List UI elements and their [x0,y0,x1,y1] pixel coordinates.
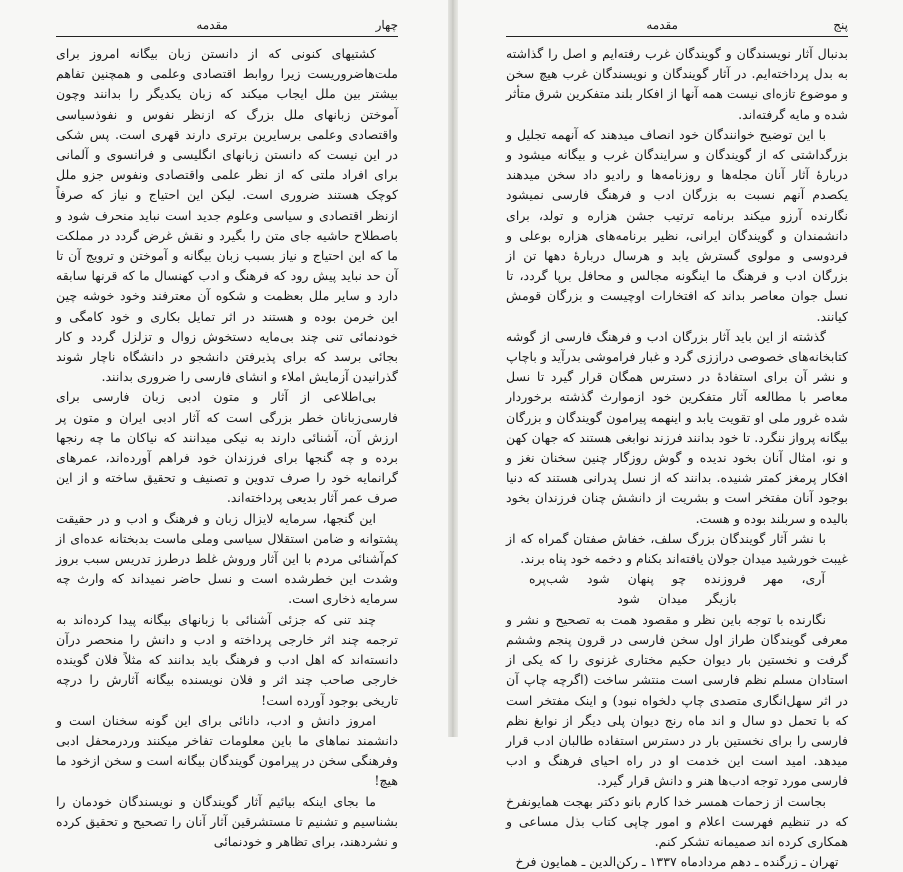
paragraph: با نشر آثار گویندگان بزرگ سلف، خفاش صفتان گمراه که از غیبت خورشید میدان جولان یافته‌اند بکنام و دخمه خود پناه برند. [506,530,848,567]
paragraph: بدنبال آثار نویسندگان و گویندگان غرب رفته‌ایم و اصل را گذاشته به بدل پرداخته‌ایم. در آثار گویندگان و نویسندگان غرب هیچ سخن و موضوع تازه‌ای نیست همه آنها از افکار بلند متفکرین شرق متأثر شده و مایه گرفته‌اند. [506,46,848,122]
paragraph: با این توضیح خوانندگان خود انصاف میدهند که آنهمه تجلیل و بزرگداشتی که از گویندگان و سرایندگان غرب و بیگانه میشود و دربارهٔ آثار آنان مجله‌ها و روزنامه‌ها و رادیو داد سخن میدهند یکصدم آنهم نسبت به بزرگان ادب و فرهنگ فارسی نمیشود نگارنده آرزو میکند برنامه ترتیب جشن هزاره و تولد، برای دانشمندان و گویندگان ایرانی، نظیر برنامه‌های هزاره بوعلی و فردوسی و مولوی گسترش یابد و هرسال دربارهٔ دهها تن از بزرگان ادب و فرهنگ ما اینگونه مجالس و محافل برپا گردد، تا نسل جوان معاصر بداند که افتخارات اوچیست و بزرگان قومش کیانند. [506,126,848,324]
paragraph: امروز دانش و ادب، دانائی برای این گونه سخنان است و دانشمند نماهای ما باین معلومات تفاخر میکنند وردرمحفل ادبی وفرهنگی سخن در پیرامون گویندگان بیگانه است و سخن ازخود ما هیچ! [56,712,398,789]
running-head [56,16,398,37]
signature-line: تهران ـ زرگنده ـ دهم مردادماه ۱۳۳۷ ـ رکن‌الدین ـ همایون فرخ [515,854,839,870]
paragraph: ما بجای اینکه بیائیم آثار گویندگان و نویسندگان خودمان را بشناسیم و تشنیم تا مستشرقین آثار آنان را تصحیح و تحقیق کرده و نشردهند، برای تظاهر و خودنمائی [56,793,398,849]
section-title: مقدمه [646,18,678,32]
left-page [8,0,448,849]
book-gutter [448,0,458,737]
paragraph: کشتیهای کنونی که از دانستن زبان بیگانه امروز برای ملت‌هاضروریست زیرا روابط اقتصادی وعلمی و همچنین تفاهم بیشتر بین ملل ایجاب میکند که زبان یکدیگر را بدانند وچون آموختن زبانهای ملل بزرگ که ازنظر نفوس و نفوذسیاسی واقتصادی وعلمی برسایرین برتری دارند قهری است. پس شکی در این نیست که دانستن زبانهای انگلیسی و فرانسوی و آلمانی برای افراد ملتی که از نظر علمی واقتصادی ونفوس جزو ملل کوچک هستند ضروری است. لیکن این احتیاج و نیاز که صرفاً ازنظر اقتصادی و سیاسی وعلوم جدید است نباید منحرف شود و باصطلاح حاشیه جای متن را بگیرد و نقش غرض گردد در مملکت ما که این احتیاج و نیاز بسبب زبان بیگانه و آموختن و ترویج آن تا آن حد نباید پیش رود که فرهنگ و ادب کهنسال ما که قرنها سابقه دارد و سایر ملل بعظمت و شکوه آن معترفند وخود خوشه چین این خرمن بوده و هستند در اثر تمایل بکاری و خود کامگی و خودنمائی تنی چند بی‌مایه دستخوش زوال و تزلزل گردد و کار بجائی برسد که برای پذیرفتن دانشجو در دانشگاه ناچار شوند گذرانیدن آزمایش املاء و انشای فارسی را ضروری بدانند. [56,46,398,385]
section-title: مقدمه [196,18,228,32]
page-number: پنج [833,18,848,32]
verse-line: آری، مهر فروزنده چو پنهان شود شب‌پره بازیگر میدان شود [529,571,825,607]
paragraph: بجاست از زحمات همسر خدا کارم بانو دکتر بهجت همایونفرخ که در تنظیم فهرست اعلام و امور چاپی کتاب بذل مساعی و همکاری کرده اند صمیمانه تشکر کنم. [506,793,848,849]
page-number: چهار [375,18,398,32]
right-page [458,0,898,870]
page-body [56,44,398,849]
paragraph: گذشته از این باید آثار بزرگان ادب و فرهنگ فارسی از گوشه کتابخانه‌های خصوصی دراززی گرد و غبار فراموشی بدرآید و باچاپ و نشر آن برای استفادهٔ در دسترس همگان قرار گیرد تا نسل معاصر با مطالعه آثار متفکرین خود ازموارث گذشته برخوردار شده غرور ملی او تقویت یابد و اینهمه پیرامون گویندگان و بزرگان بیگانه پرواز ننگرد. تا خود بدانند فرزند نوابغی هستند که جهان کهن و نو، امثال آنان بخود ندیده و گوش روزگار چنین سخنان نغز و افکار پرمغز کمتر شنیده. بدانند که از نسل پدرانی هستند که دنیا بوجود آنان مفتخر است و بشریت از دانشش چنان فرزندان بخود بالیده و سربلند بوده و هست. [506,328,848,526]
paragraph: چند تنی که جزئی آشنائی با زبانهای بیگانه پیدا کرده‌اند به ترجمه چند اثر خارجی پرداخته و ادب و دانش را منحصر درآن دانسته‌اند که اهل ادب و فرهنگ باید بدانند که مثلاً فلان گوینده خارجی صاحب چند اثر و فلان نویسنده بیگانه آثارش را درچه تاریخی بوجود آورده است! [56,611,398,708]
page-body [506,44,848,870]
paragraph: این گنجها، سرمایه لایزال زبان و فرهنگ و ادب و در حقیقت پشتوانه و ضامن استقلال سیاسی وملی ماست بدبختانه عده‌ای از کم‌آشنائی مردم با این آثار وروش غلط درطرز تدریس سبب بروز وشدت این خطرشده است و نسل حاضر نمیداند که وارث چه سرمایه ذخاری است. [56,510,398,607]
running-head [506,16,848,37]
paragraph: نگارنده با توجه باین نظر و مقصود همت به تصحیح و نشر و معرفی گویندگان طراز اول سخن فارسی در قرون پنجم وششم گرفت و نخستین بار دیوان حکیم مختاری غزنوی را که یکی از استادان مسلم نظم فارسی است منتشر ساخت (اگرچه چاپ آن در اثر سهل‌انگاری متصدی چاپ دلخواه نبود) و اینک مفتخر است که با تحمل دو سال و اند ماه رنج دیوان پلی دیگر از نوابغ نظم فارسی را برای نخستین بار در دسترس استفاده طالبان ادب قرار میدهد. امید است این خدمت او در راه احیای فرهنگ و ادب فارسی مورد توجه ادب‌ها هنر و دانش قرار گیرد. [506,611,848,789]
paragraph: بی‌اطلاعی از آثار و متون ادبی زبان فارسی برای فارسی‌زبانان خطر بزرگی است که آثار ادبی ایران و متون پر ارزش آن، آشنائی دارند به نیکی میدانند که نیاکان ما چه رنجها برده و چه گنجها برای فرزندان خود فراهم آورده‌اند، عمرهای گرانمایه خود را صرف تدوین و تصنیف و تحقیق ساخته و از این صرف عمر آثار بدیعی پرداخته‌اند. [56,389,398,506]
